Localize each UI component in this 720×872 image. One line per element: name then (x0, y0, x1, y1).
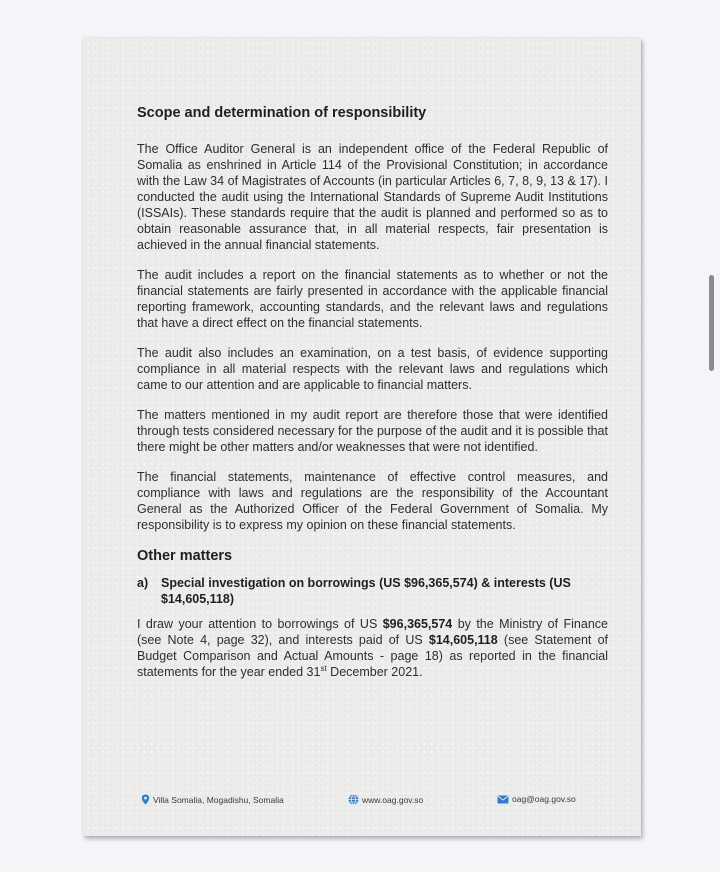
footer-address (141, 794, 284, 805)
page-footer (141, 794, 591, 808)
borrowings-amount: $96,365,574 (382, 617, 453, 631)
location-pin-icon (141, 794, 150, 805)
paragraph-matters-mentioned: The matters mentioned in my audit report are therefore those that were identified through tests considered necessary for the purpose of the audit and it is possible that there might be other matters and/or weaknesses that were not identified. (137, 408, 608, 454)
subheading-title: Special investigation on borrowings (US $96,365,574) & interests (US $14,605,118) (161, 576, 571, 606)
footer-website-text: www.oag.gov.so (362, 794, 424, 805)
paragraph-borrowings (137, 616, 608, 680)
borrowings-text-4: December 2021. (326, 665, 423, 679)
footer-email-text: oag@oag.gov.so (512, 794, 576, 804)
section-heading-other-matters: Other matters (137, 548, 233, 564)
scrollbar-thumb[interactable] (709, 275, 714, 371)
footer-address-text: Villa Somalia, Mogadishu, Somalia (153, 794, 284, 805)
paragraph-audit-examination: The audit also includes an examination, on a test basis, of evidence supporting compliance in all material respects with the relevant laws and regulations which came to our attention and are applicable to financial matters. (137, 346, 608, 392)
section-heading-scope: Scope and determination of responsibility (137, 105, 427, 121)
mail-icon (497, 795, 509, 804)
subheading-special-investigation (137, 575, 608, 607)
document-page (83, 38, 641, 836)
interests-amount: $14,605,118 (428, 633, 498, 647)
footer-email[interactable] (497, 794, 576, 804)
paragraph-responsibility: The financial statements, maintenance of effective control measures, and compliance with laws and regulations are the responsibility of the Accountant General as the Authorized Officer of the Federal Government of Somalia. My responsibility is to express my opinion on these financial statements. (137, 470, 608, 532)
globe-icon (348, 794, 359, 805)
paragraph-independent-office: The Office Auditor General is an independent office of the Federal Republic of Somalia as enshrined in Article 114 of the Provisional Constitution; in accordance with the Law 34 of Magistrates of Accounts (in particular Articles 6, 7, 8, 9, 13 & 17). I conducted the audit using the International Standards of Supreme Audit Institutions (ISSAIs). These standards require that the audit is planned and performed so as to obtain reasonable assurance that, in all material respects, fair presentation is achieved in the annual financial statements. (137, 142, 608, 252)
document-body (137, 104, 608, 694)
footer-website[interactable] (348, 794, 423, 805)
borrowings-text-1: I draw your attention to borrowings of US (137, 617, 383, 631)
paragraph-audit-report: The audit includes a report on the financial statements as to whether or not the financial statements are fairly presented in accordance with the applicable financial reporting framework, accounting standards, and the relevant laws and regulations that have a direct effect on the financial statements. (137, 268, 608, 330)
ordinal-suffix: st (320, 663, 327, 673)
borrowings-text-3: (see Statement of Budget Comparison and Actual Amounts - page 18) as reported in the financial statements for the year ended 31 (137, 633, 608, 679)
borrowings-text-2: by the Ministry of Finance (see Note 4, page 32), and interests paid of US (137, 617, 608, 647)
subheading-marker: a) (137, 576, 149, 590)
